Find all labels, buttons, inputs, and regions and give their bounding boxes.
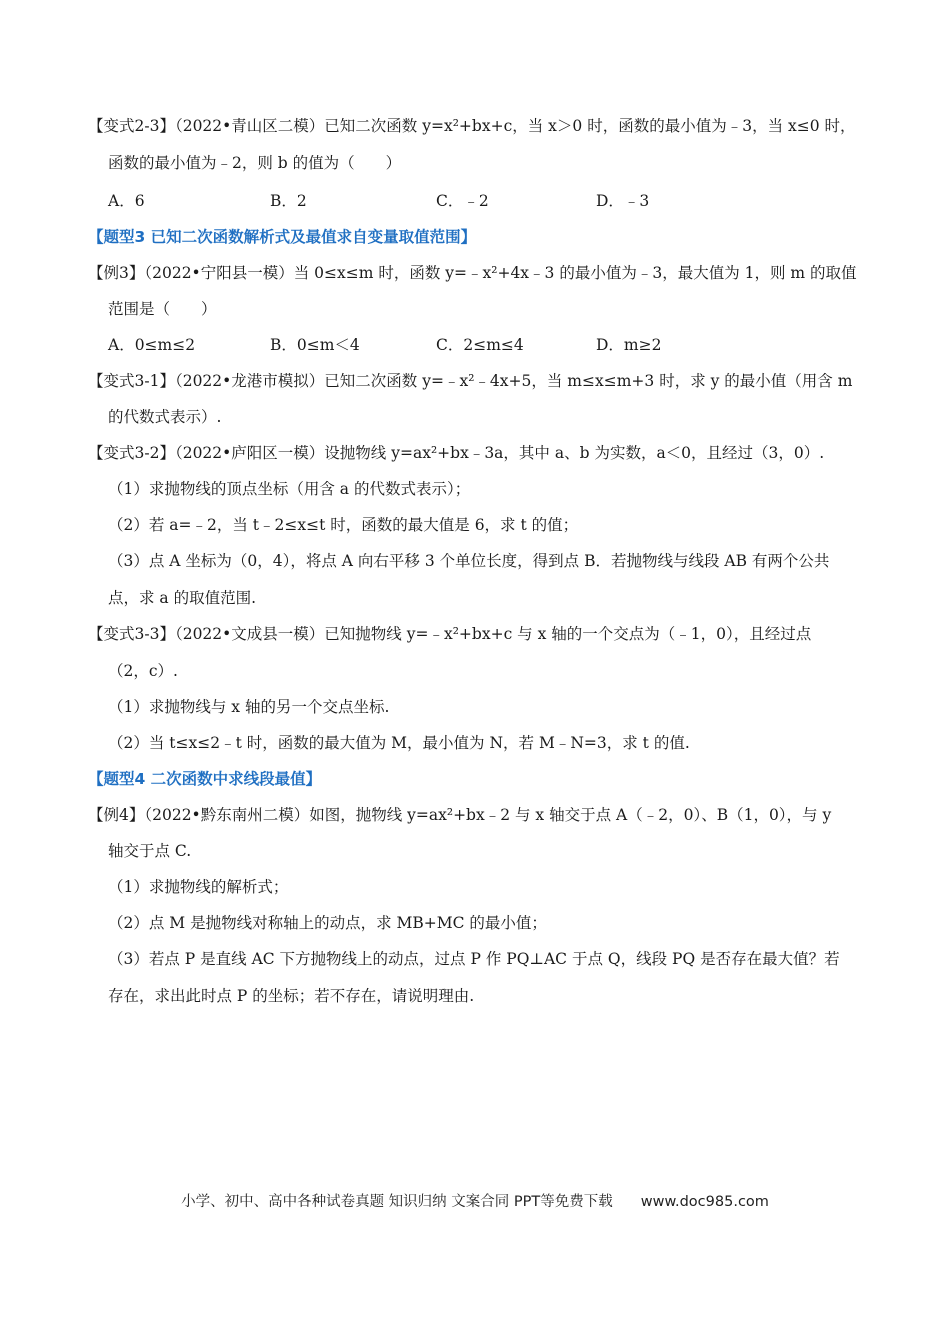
- variant-3-2-line1: 【变式3-2】（2022•庐阳区一模）设抛物线 y=ax²+bx﹣3a，其中 a、b 为实数，a＜0，且经过（3，0）.: [88, 444, 825, 462]
- example-4-part2: （2）点 M 是抛物线对称轴上的动点，求 MB+MC 的最小值；: [108, 914, 547, 932]
- variant-3-2-part2: （2）若 a=﹣2，当 t﹣2≤x≤t 时，函数的最大值是 6，求 t 的值；: [108, 516, 579, 534]
- variant-3-3-line1: 【变式3-3】（2022•文成县一模）已知抛物线 y=﹣x²+bx+c 与 x 轴的一个交点为（﹣1，0），且经过点: [88, 625, 812, 643]
- variant-3-2-part3: （3）点 A 坐标为（0，4），将点 A 向右平移 3 个单位长度，得到点 B．若抛物线与线段 AB 有两个公共: [108, 552, 830, 570]
- variant-3-1-line1: 【变式3-1】（2022•龙港市模拟）已知二次函数 y=﹣x²﹣4x+5，当 m≤x≤m+3 时，求 y 的最小值（用含 m: [88, 372, 853, 390]
- example-3-line2: 范围是（ ）: [108, 300, 217, 318]
- variant-2-3-line2: 函数的最小值为﹣2，则 b 的值为（ ）: [108, 154, 402, 172]
- variant-3-2-part3-cont: 点，求 a 的取值范围.: [108, 589, 257, 607]
- variant-3-3-part1: （1）求抛物线与 x 轴的另一个交点坐标.: [108, 698, 390, 716]
- option-d: D．m≥2: [596, 336, 662, 354]
- option-d: D．﹣3: [596, 192, 650, 210]
- footer-url[interactable]: www.doc985.com: [640, 1194, 769, 1210]
- variant-2-3-line1: 【变式2-3】（2022•青山区二模）已知二次函数 y=x²+bx+c，当 x＞0 时，函数的最小值为﹣3，当 x≤0 时，: [88, 117, 856, 135]
- variant-3-2-part1: （1）求抛物线的顶点坐标（用含 a 的代数式表示）；: [108, 480, 471, 498]
- variant-3-3-line2: （2，c）.: [108, 662, 178, 680]
- example-4-part1: （1）求抛物线的解析式；: [108, 878, 289, 896]
- page-footer: [0, 1190, 950, 1211]
- example-3-line1: 【例3】（2022•宁阳县一模）当 0≤x≤m 时，函数 y=﹣x²+4x﹣3 的最小值为﹣3，最大值为 1，则 m 的取值: [88, 264, 857, 282]
- footer-text: 小学、初中、高中各种试卷真题 知识归纳 文案合同 PPT等免费下载: [181, 1194, 613, 1210]
- variant-3-1-line2: 的代数式表示）.: [108, 408, 222, 426]
- option-a: A．0≤m≤2: [108, 336, 196, 354]
- option-b: B．0≤m＜4: [270, 336, 360, 354]
- section-heading-4: 【题型4 二次函数中求线段最值】: [88, 770, 322, 788]
- variant-3-3-part2: （2）当 t≤x≤2﹣t 时，函数的最大值为 M，最小值为 N，若 M﹣N=3，求 t 的值.: [108, 734, 690, 752]
- option-a: A．6: [108, 192, 145, 210]
- example-4-line2: 轴交于点 C.: [108, 842, 192, 860]
- option-c: C．﹣2: [436, 192, 489, 210]
- option-b: B．2: [270, 192, 307, 210]
- example-4-part3-cont: 存在，求出此时点 P 的坐标；若不存在，请说明理由.: [108, 987, 475, 1005]
- option-c: C．2≤m≤4: [436, 336, 524, 354]
- section-heading-3: 【题型3 已知二次函数解析式及最值求自变量取值范围】: [88, 228, 477, 246]
- example-4-part3: （3）若点 P 是直线 AC 下方抛物线上的动点，过点 P 作 PQ⊥AC 于点 Q，线段 PQ 是否存在最大值？若: [108, 950, 840, 968]
- example-4-line1: 【例4】（2022•黔东南州二模）如图，抛物线 y=ax²+bx﹣2 与 x 轴交于点 A（﹣2，0）、B（1，0），与 y: [88, 806, 832, 824]
